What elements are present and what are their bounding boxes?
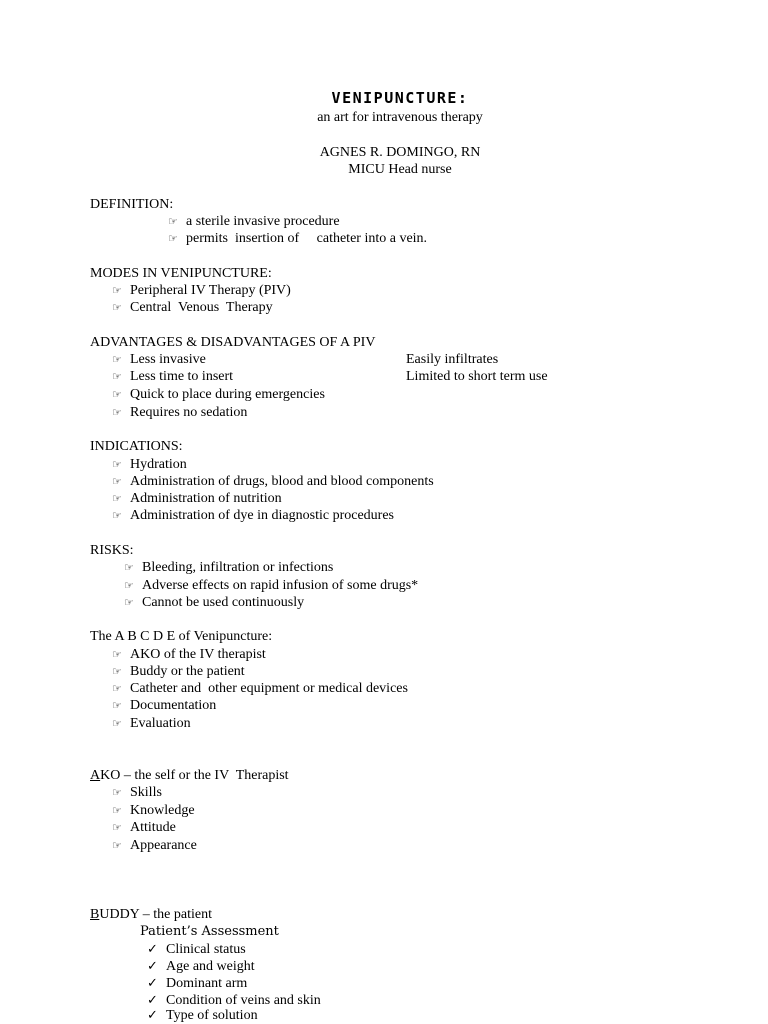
checkmark-icon: ✓	[147, 959, 158, 974]
list-item: ☞ Buddy or the patient	[112, 664, 245, 679]
pointing-hand-icon: ☞	[112, 683, 122, 695]
pointing-hand-icon: ☞	[112, 285, 122, 297]
list-item: ☞ Cannot be used continuously	[124, 595, 305, 610]
list-item: ☞ Attitude	[112, 820, 176, 835]
pointing-hand-icon: ☞	[112, 354, 122, 366]
advantage-item: ☞ Requires no sedation	[112, 405, 248, 420]
pointing-hand-icon: ☞	[112, 649, 122, 661]
pointing-hand-icon: ☞	[124, 562, 134, 574]
pointing-hand-icon: ☞	[168, 216, 178, 228]
pointing-hand-icon: ☞	[112, 840, 122, 852]
list-item: ☞ Knowledge	[112, 803, 195, 818]
checklist-item: ✓ Clinical status	[147, 942, 246, 957]
author-role: MICU Head nurse	[348, 162, 452, 177]
document-title: VENIPUNCTURE:	[331, 89, 469, 107]
buddy-heading-text: UDDY – the patient	[99, 907, 212, 922]
risks-heading: RISKS:	[90, 543, 134, 558]
pointing-hand-icon: ☞	[112, 666, 122, 678]
list-item: ☞ a sterile invasive procedure	[168, 214, 340, 229]
list-item: ☞ Catheter and other equipment or medical devices	[112, 681, 408, 696]
checklist-item: ✓ Age and weight	[147, 959, 255, 974]
list-item: ☞ Bleeding, infiltration or infections	[124, 560, 334, 575]
pointing-hand-icon: ☞	[168, 233, 178, 245]
pointing-hand-icon: ☞	[124, 580, 134, 592]
list-item: ☞ Documentation	[112, 698, 217, 713]
advantage-item: ☞ Quick to place during emergencies	[112, 387, 325, 402]
advantages-heading: ADVANTAGES & DISADVANTAGES OF A PIV	[90, 335, 376, 350]
disadvantage-item: Limited to short term use	[406, 369, 548, 384]
pointing-hand-icon: ☞	[112, 787, 122, 799]
modes-heading: MODES IN VENIPUNCTURE:	[90, 266, 272, 281]
indications-heading: INDICATIONS:	[90, 439, 183, 454]
list-item: ☞ Peripheral IV Therapy (PIV)	[112, 283, 291, 298]
list-item: ☞ permits insertion of catheter into a vein.	[168, 231, 428, 246]
abcde-heading: The A B C D E of Venipuncture:	[90, 629, 273, 644]
list-item: ☞ AKO of the IV therapist	[112, 647, 266, 662]
pointing-hand-icon: ☞	[124, 597, 134, 609]
list-item: ☞ Appearance	[112, 838, 197, 853]
pointing-hand-icon: ☞	[112, 302, 122, 314]
advantage-item: ☞ Less invasive	[112, 352, 206, 367]
pointing-hand-icon: ☞	[112, 407, 122, 419]
checklist-item: ✓ Dominant arm	[147, 976, 248, 991]
pointing-hand-icon: ☞	[112, 822, 122, 834]
disadvantage-item: Easily infiltrates	[406, 352, 499, 367]
list-item: ☞ Administration of dye in diagnostic procedures	[112, 508, 394, 523]
list-item: ☞ Skills	[112, 785, 162, 800]
definition-heading: DEFINITION:	[90, 197, 174, 212]
pointing-hand-icon: ☞	[112, 389, 122, 401]
pointing-hand-icon: ☞	[112, 493, 122, 505]
ako-heading-letter: A	[90, 768, 101, 783]
checkmark-icon: ✓	[147, 942, 158, 957]
pointing-hand-icon: ☞	[112, 805, 122, 817]
checkmark-icon: ✓	[147, 993, 158, 1008]
list-item: ☞ Evaluation	[112, 716, 191, 731]
ako-heading	[90, 767, 289, 784]
checkmark-icon: ✓	[147, 1008, 158, 1023]
list-item: ☞ Administration of drugs, blood and blood components	[112, 474, 434, 489]
author-name: AGNES R. DOMINGO, RN	[319, 145, 481, 160]
checklist-item: ✓ Type of solution	[147, 1008, 258, 1023]
buddy-heading	[90, 906, 212, 923]
list-item: ☞ Hydration	[112, 457, 187, 472]
pointing-hand-icon: ☞	[112, 718, 122, 730]
checkmark-icon: ✓	[147, 976, 158, 991]
ako-heading-text: KO – the self or the IV Therapist	[100, 768, 289, 783]
pointing-hand-icon: ☞	[112, 476, 122, 488]
list-item: ☞ Adverse effects on rapid infusion of some drugs*	[124, 578, 419, 593]
pointing-hand-icon: ☞	[112, 510, 122, 522]
list-item: ☞ Central Venous Therapy	[112, 300, 273, 315]
buddy-heading-letter: B	[90, 907, 100, 922]
checklist-item: ✓ Condition of veins and skin	[147, 993, 321, 1008]
list-item: ☞ Administration of nutrition	[112, 491, 282, 506]
document-subtitle: an art for intravenous therapy	[317, 110, 483, 125]
advantage-item: ☞ Less time to insert	[112, 369, 234, 384]
buddy-subheading: Patient’s Assessment	[140, 924, 279, 939]
pointing-hand-icon: ☞	[112, 700, 122, 712]
pointing-hand-icon: ☞	[112, 371, 122, 383]
pointing-hand-icon: ☞	[112, 459, 122, 471]
